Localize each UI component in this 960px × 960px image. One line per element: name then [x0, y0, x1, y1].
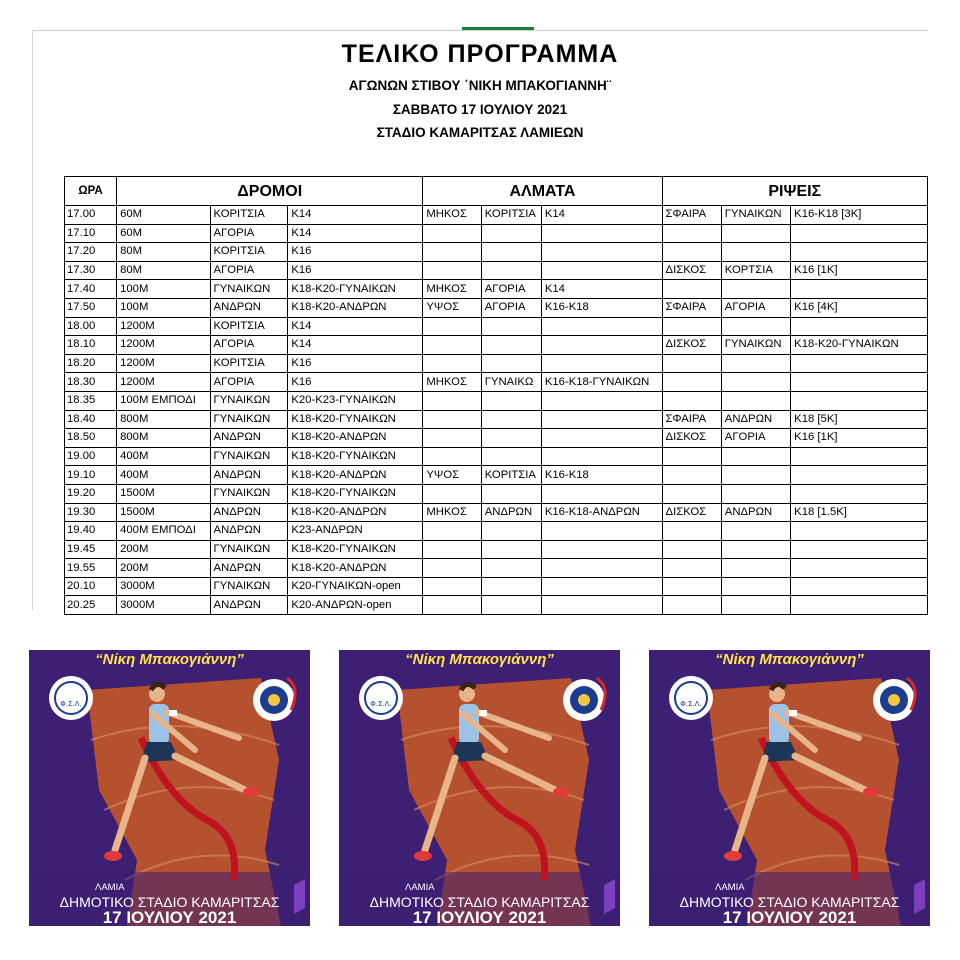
poster-artwork: [649, 650, 930, 926]
cell-throw-category: ΚΟΡΤΣΙΑ: [721, 261, 790, 280]
cell-track-class: K18-K20-ΓΥΝΑΙΚΩΝ: [288, 484, 423, 503]
cell-jump-category: ΚΟΡΙΤΣΙΑ: [481, 206, 541, 225]
cell-jump-event: [423, 484, 481, 503]
document-title: ΤΕΛΙΚΟ ΠΡΟΓΡΑΜΜΑ: [341, 40, 619, 68]
cell-track-category: ΚΟΡΙΤΣΙΑ: [210, 206, 288, 225]
cell-jump-event: [423, 354, 481, 373]
cell-time: 17.30: [65, 261, 117, 280]
cell-jump-event: [423, 391, 481, 410]
cell-throw-class: [791, 373, 928, 392]
cell-track-class: K20-ΑΝΔΡΩΝ-open: [288, 596, 423, 615]
cell-throw-event: [662, 447, 721, 466]
cell-time: 18.30: [65, 373, 117, 392]
cell-jump-event: ΥΨΟΣ: [423, 466, 481, 485]
cell-throw-category: [721, 540, 790, 559]
cell-throw-category: [721, 243, 790, 262]
poster-city: ΛΑΜΙΑ: [715, 882, 745, 893]
cell-throw-category: [721, 577, 790, 596]
cell-throw-event: [662, 243, 721, 262]
cell-jump-category: [481, 540, 541, 559]
cell-track-distance: 60M: [117, 206, 210, 225]
sun-emblem-core: [268, 694, 280, 706]
cell-time: 20.25: [65, 596, 117, 615]
athlete-shoe-front: [553, 787, 569, 797]
cell-jump-category: ΚΟΡΙΤΣΙΑ: [481, 466, 541, 485]
cell-time: 19.00: [65, 447, 117, 466]
club-logo-left-text: Φ.Σ.Λ.: [680, 700, 702, 708]
sheet-top-border: [32, 30, 928, 31]
table-row: [65, 391, 928, 410]
cell-track-category: ΑΓΟΡΙΑ: [210, 336, 288, 355]
cell-jump-event: [423, 596, 481, 615]
cell-throw-class: K18 [5K]: [791, 410, 928, 429]
cell-jump-category: [481, 522, 541, 541]
cell-jump-class: K16-K18: [541, 466, 662, 485]
cell-jump-event: [423, 577, 481, 596]
cell-track-class: K18-K20-ΑΝΔΡΩΝ: [288, 298, 423, 317]
cell-track-distance: 100M: [117, 298, 210, 317]
document-subtitle-event: ΑΓΩΝΩΝ ΣΤΙΒΟΥ ΄ΝΙΚΗ ΜΠΑΚΟΓΙΑΝΝΗ¨: [348, 78, 612, 93]
event-poster-2[interactable]: [339, 650, 620, 926]
cell-jump-category: [481, 596, 541, 615]
cell-jump-category: [481, 317, 541, 336]
cell-jump-event: [423, 261, 481, 280]
cell-jump-category: [481, 336, 541, 355]
cell-track-category: ΚΟΡΙΤΣΙΑ: [210, 317, 288, 336]
cell-throw-event: ΣΦΑΙΡΑ: [662, 410, 721, 429]
athlete-armband: [169, 710, 177, 716]
cell-jump-category: [481, 447, 541, 466]
table-row: [65, 484, 928, 503]
cell-jump-class: [541, 447, 662, 466]
table-row: [65, 298, 928, 317]
cell-jump-event: [423, 447, 481, 466]
table-row: [65, 540, 928, 559]
cell-throw-category: ΑΓΟΡΙΑ: [721, 429, 790, 448]
cell-throw-class: K16-K18 [3K]: [791, 206, 928, 225]
cell-throw-category: [721, 354, 790, 373]
cell-throw-category: [721, 280, 790, 299]
cell-track-distance: 1200M: [117, 336, 210, 355]
cell-track-category: ΓΥΝΑΙΚΩΝ: [210, 577, 288, 596]
cell-jump-class: [541, 354, 662, 373]
cell-track-distance: 1200M: [117, 373, 210, 392]
cell-jump-class: K14: [541, 280, 662, 299]
cell-track-distance: 80M: [117, 261, 210, 280]
cell-jump-category: [481, 410, 541, 429]
table-row: [65, 466, 928, 485]
cell-throw-category: [721, 317, 790, 336]
cell-jump-event: [423, 522, 481, 541]
cell-time: 17.40: [65, 280, 117, 299]
cell-track-category: ΑΓΟΡΙΑ: [210, 224, 288, 243]
poster-artwork: [339, 650, 620, 926]
poster-date: 17 ΙΟΥΛΙΟΥ 2021: [722, 908, 857, 926]
cell-throw-class: [791, 522, 928, 541]
cell-track-category: ΚΟΡΙΤΣΙΑ: [210, 354, 288, 373]
table-row: [65, 243, 928, 262]
cell-throw-category: [721, 596, 790, 615]
cell-time: 17.00: [65, 206, 117, 225]
table-row: [65, 596, 928, 615]
cell-track-class: K16: [288, 373, 423, 392]
document-subtitle-date: ΣΑΒΒΑΤΟ 17 ΙΟΥΛΙΟΥ 2021: [392, 102, 568, 117]
cell-time: 18.40: [65, 410, 117, 429]
cell-track-category: ΑΝΔΡΩΝ: [210, 522, 288, 541]
athlete-armband: [479, 710, 487, 716]
poster-artwork: [29, 650, 310, 926]
cell-time: 19.45: [65, 540, 117, 559]
cell-jump-event: [423, 336, 481, 355]
cell-track-class: K18-K20-ΑΝΔΡΩΝ: [288, 466, 423, 485]
cell-track-category: ΓΥΝΑΙΚΩΝ: [210, 410, 288, 429]
cell-track-category: ΓΥΝΑΙΚΩΝ: [210, 540, 288, 559]
cell-time: 17.10: [65, 224, 117, 243]
poster-date: 17 ΙΟΥΛΙΟΥ 2021: [412, 908, 547, 926]
cell-track-distance: 1500M: [117, 484, 210, 503]
table-row: [65, 503, 928, 522]
table-row: [65, 429, 928, 448]
table-row: [65, 224, 928, 243]
table-row: [65, 336, 928, 355]
cell-track-class: K14: [288, 336, 423, 355]
schedule-table: [64, 176, 928, 615]
cell-throw-event: [662, 522, 721, 541]
poster-city: ΛΑΜΙΑ: [95, 882, 125, 893]
cell-track-category: ΑΝΔΡΩΝ: [210, 429, 288, 448]
cell-track-distance: 1200M: [117, 354, 210, 373]
cell-track-class: K18-K20-ΓΥΝΑΙΚΩΝ: [288, 280, 423, 299]
sheet-left-border: [32, 30, 33, 610]
cell-jump-category: ΑΝΔΡΩΝ: [481, 503, 541, 522]
cell-track-category: ΑΝΔΡΩΝ: [210, 503, 288, 522]
cell-jump-class: [541, 261, 662, 280]
event-poster-1[interactable]: [29, 650, 310, 926]
cell-throw-event: [662, 391, 721, 410]
cell-throw-event: [662, 466, 721, 485]
cell-throw-class: [791, 224, 928, 243]
cell-jump-event: ΥΨΟΣ: [423, 298, 481, 317]
cell-jump-event: [423, 243, 481, 262]
cell-time: 19.20: [65, 484, 117, 503]
table-row: [65, 559, 928, 578]
cell-throw-category: [721, 484, 790, 503]
cell-throw-category: ΓΥΝΑΙΚΩΝ: [721, 206, 790, 225]
cell-jump-category: ΓΥΝΑΙΚΩ: [481, 373, 541, 392]
cell-track-class: K18-K20-ΑΝΔΡΩΝ: [288, 429, 423, 448]
cell-throw-event: ΔΙΣΚΟΣ: [662, 261, 721, 280]
cell-track-class: K23-ΑΝΔΡΩΝ: [288, 522, 423, 541]
cell-throw-class: [791, 559, 928, 578]
cell-track-class: K16: [288, 354, 423, 373]
cell-throw-class: [791, 466, 928, 485]
cell-jump-class: [541, 410, 662, 429]
poster-venue: ΔΗΜΟΤΙΚΟ ΣΤΑΔΙΟ ΚΑΜΑΡΙΤΣΑΣ: [679, 894, 900, 910]
sun-emblem-core: [578, 694, 590, 706]
cell-throw-category: [721, 224, 790, 243]
poster-title: “Νίκη Μπακογιάννη”: [715, 651, 864, 668]
document-subtitle-venue: ΣΤΑΔΙΟ ΚΑΜΑΡΙΤΣΑΣ ΛΑΜΙΕΩΝ: [376, 125, 584, 140]
cell-time: 18.00: [65, 317, 117, 336]
athlete-armband: [789, 710, 797, 716]
table-row: [65, 261, 928, 280]
cell-track-class: K14: [288, 224, 423, 243]
header-time: ΩΡΑ: [65, 177, 117, 206]
cell-track-class: K16: [288, 243, 423, 262]
club-logo-left-text: Φ.Σ.Λ.: [370, 700, 392, 708]
cell-throw-event: [662, 540, 721, 559]
athlete-shoe-back: [414, 851, 432, 861]
cell-track-class: K18-K20-ΓΥΝΑΙΚΩΝ: [288, 447, 423, 466]
cell-jump-category: ΑΓΟΡΙΑ: [481, 280, 541, 299]
cell-time: 18.20: [65, 354, 117, 373]
cell-track-distance: 80M: [117, 243, 210, 262]
table-row: [65, 577, 928, 596]
cell-throw-class: K16 [4K]: [791, 298, 928, 317]
cell-jump-category: [481, 354, 541, 373]
cell-track-category: ΑΝΔΡΩΝ: [210, 596, 288, 615]
cell-track-category: ΑΝΔΡΩΝ: [210, 298, 288, 317]
cell-time: 18.35: [65, 391, 117, 410]
cell-jump-event: ΜΗΚΟΣ: [423, 206, 481, 225]
cell-track-category: ΓΥΝΑΙΚΩΝ: [210, 447, 288, 466]
cell-jump-event: [423, 410, 481, 429]
cell-jump-class: K14: [541, 206, 662, 225]
cell-throw-event: [662, 317, 721, 336]
cell-track-category: ΑΝΔΡΩΝ: [210, 559, 288, 578]
cell-track-distance: 400M ΕΜΠΟΔΙ: [117, 522, 210, 541]
cell-jump-class: [541, 522, 662, 541]
cell-throw-category: ΓΥΝΑΙΚΩΝ: [721, 336, 790, 355]
cell-jump-class: [541, 484, 662, 503]
cell-track-distance: 1200M: [117, 317, 210, 336]
club-logo-left-text: Φ.Σ.Λ.: [60, 700, 82, 708]
athlete-shoe-back: [104, 851, 122, 861]
cell-throw-category: [721, 391, 790, 410]
cell-track-distance: 3000M: [117, 596, 210, 615]
cell-throw-event: ΣΦΑΙΡΑ: [662, 206, 721, 225]
cell-throw-class: [791, 540, 928, 559]
cell-track-distance: 100M ΕΜΠΟΔΙ: [117, 391, 210, 410]
poster-date: 17 ΙΟΥΛΙΟΥ 2021: [102, 908, 237, 926]
cell-throw-class: [791, 484, 928, 503]
cell-jump-event: ΜΗΚΟΣ: [423, 503, 481, 522]
cell-jump-class: [541, 391, 662, 410]
table-row: [65, 317, 928, 336]
cell-throw-event: [662, 224, 721, 243]
cell-jump-class: K16-K18: [541, 298, 662, 317]
cell-jump-class: [541, 429, 662, 448]
header-throws: ΡΙΨΕΙΣ: [662, 177, 927, 206]
cell-throw-category: ΑΓΟΡΙΑ: [721, 298, 790, 317]
cell-jump-class: [541, 577, 662, 596]
cell-track-class: K20-ΓΥΝΑΙΚΩΝ-open: [288, 577, 423, 596]
cell-throw-category: [721, 447, 790, 466]
cell-throw-category: [721, 373, 790, 392]
cell-jump-category: ΑΓΟΡΙΑ: [481, 298, 541, 317]
cell-jump-event: [423, 429, 481, 448]
cell-jump-class: [541, 559, 662, 578]
cell-jump-event: ΜΗΚΟΣ: [423, 373, 481, 392]
cell-track-category: ΚΟΡΙΤΣΙΑ: [210, 243, 288, 262]
cell-throw-class: [791, 577, 928, 596]
cell-jump-class: K16-K18-ΓΥΝΑΙΚΩΝ: [541, 373, 662, 392]
cell-throw-class: [791, 280, 928, 299]
cell-jump-category: [481, 224, 541, 243]
cell-throw-category: [721, 466, 790, 485]
cell-jump-category: [481, 559, 541, 578]
cell-track-distance: 100M: [117, 280, 210, 299]
cell-track-distance: 1500M: [117, 503, 210, 522]
cell-time: 18.50: [65, 429, 117, 448]
cell-throw-category: [721, 522, 790, 541]
cell-throw-class: K16 [1K]: [791, 429, 928, 448]
table-row: [65, 206, 928, 225]
cell-throw-class: [791, 391, 928, 410]
cell-jump-category: [481, 243, 541, 262]
cell-track-distance: 800M: [117, 429, 210, 448]
cell-time: 20.10: [65, 577, 117, 596]
cell-throw-event: [662, 596, 721, 615]
cell-jump-class: [541, 317, 662, 336]
cell-time: 18.10: [65, 336, 117, 355]
cell-jump-class: [541, 224, 662, 243]
cell-track-distance: 400M: [117, 466, 210, 485]
cell-track-distance: 200M: [117, 559, 210, 578]
cell-track-distance: 200M: [117, 540, 210, 559]
header-jumps: ΑΛΜΑΤΑ: [423, 177, 662, 206]
cell-track-class: K20-K23-ΓΥΝΑΙΚΩΝ: [288, 391, 423, 410]
cell-throw-event: [662, 577, 721, 596]
cell-throw-event: [662, 354, 721, 373]
cell-track-category: ΑΓΟΡΙΑ: [210, 373, 288, 392]
cell-jump-category: [481, 391, 541, 410]
poster-title: “Νίκη Μπακογιάννη”: [95, 651, 244, 668]
poster-venue: ΔΗΜΟΤΙΚΟ ΣΤΑΔΙΟ ΚΑΜΑΡΙΤΣΑΣ: [59, 894, 280, 910]
cell-jump-event: [423, 540, 481, 559]
poster-title: “Νίκη Μπακογιάννη”: [405, 651, 554, 668]
cell-throw-class: K16 [1K]: [791, 261, 928, 280]
cell-throw-class: [791, 317, 928, 336]
cell-throw-class: [791, 243, 928, 262]
athlete-shoe-front: [243, 787, 259, 797]
cell-track-class: K18-K20-ΑΝΔΡΩΝ: [288, 559, 423, 578]
cell-jump-class: [541, 596, 662, 615]
event-poster-3[interactable]: [649, 650, 930, 926]
cell-track-class: K16: [288, 261, 423, 280]
table-row: [65, 373, 928, 392]
cell-track-class: K14: [288, 206, 423, 225]
cell-throw-event: [662, 559, 721, 578]
cell-time: 19.30: [65, 503, 117, 522]
cell-throw-event: [662, 484, 721, 503]
poster-venue: ΔΗΜΟΤΙΚΟ ΣΤΑΔΙΟ ΚΑΜΑΡΙΤΣΑΣ: [369, 894, 590, 910]
cell-jump-event: ΜΗΚΟΣ: [423, 280, 481, 299]
cell-jump-class: K16-K18-ΑΝΔΡΩΝ: [541, 503, 662, 522]
cell-throw-event: [662, 280, 721, 299]
table-row: [65, 410, 928, 429]
cell-jump-class: [541, 336, 662, 355]
cell-throw-category: ΑΝΔΡΩΝ: [721, 503, 790, 522]
cell-jump-class: [541, 243, 662, 262]
cell-throw-event: ΔΙΣΚΟΣ: [662, 503, 721, 522]
athlete-shoe-front: [863, 787, 879, 797]
cell-track-category: ΑΓΟΡΙΑ: [210, 261, 288, 280]
cell-throw-class: [791, 354, 928, 373]
cell-jump-event: [423, 559, 481, 578]
cell-track-distance: 800M: [117, 410, 210, 429]
cell-throw-event: ΣΦΑΙΡΑ: [662, 298, 721, 317]
table-header-row: [65, 177, 928, 206]
cell-jump-category: [481, 484, 541, 503]
sun-emblem-core: [888, 694, 900, 706]
cell-track-category: ΓΥΝΑΙΚΩΝ: [210, 484, 288, 503]
cell-throw-category: [721, 559, 790, 578]
cell-jump-class: [541, 540, 662, 559]
table-row: [65, 447, 928, 466]
cell-throw-class: [791, 596, 928, 615]
cell-throw-event: ΔΙΣΚΟΣ: [662, 336, 721, 355]
cell-jump-event: [423, 224, 481, 243]
athlete-shoe-back: [724, 851, 742, 861]
cell-track-class: K18-K20-ΓΥΝΑΙΚΩΝ: [288, 410, 423, 429]
cell-throw-class: K18-K20-ΓΥΝΑΙΚΩΝ: [791, 336, 928, 355]
cell-track-category: ΓΥΝΑΙΚΩΝ: [210, 391, 288, 410]
cell-jump-category: [481, 577, 541, 596]
cell-throw-class: [791, 447, 928, 466]
cell-jump-event: [423, 317, 481, 336]
cell-throw-event: [662, 373, 721, 392]
cell-track-class: K18-K20-ΓΥΝΑΙΚΩΝ: [288, 540, 423, 559]
cell-time: 17.50: [65, 298, 117, 317]
poster-city: ΛΑΜΙΑ: [405, 882, 435, 893]
cell-track-distance: 60M: [117, 224, 210, 243]
header-tracks: ΔΡΟΜΟΙ: [117, 177, 423, 206]
table-row: [65, 280, 928, 299]
cell-jump-category: [481, 261, 541, 280]
schedule-sheet: [32, 30, 928, 610]
cell-track-distance: 400M: [117, 447, 210, 466]
cell-track-category: ΓΥΝΑΙΚΩΝ: [210, 280, 288, 299]
table-row: [65, 354, 928, 373]
cell-time: 19.55: [65, 559, 117, 578]
cell-track-class: K14: [288, 317, 423, 336]
cell-time: 17.20: [65, 243, 117, 262]
cell-track-distance: 3000M: [117, 577, 210, 596]
cell-time: 19.10: [65, 466, 117, 485]
cell-throw-event: ΔΙΣΚΟΣ: [662, 429, 721, 448]
cell-track-category: ΑΝΔΡΩΝ: [210, 466, 288, 485]
cell-jump-category: [481, 429, 541, 448]
active-sheet-indicator: [462, 27, 534, 30]
cell-track-class: K18-K20-ΑΝΔΡΩΝ: [288, 503, 423, 522]
cell-time: 19.40: [65, 522, 117, 541]
cell-throw-class: K18 [1.5K]: [791, 503, 928, 522]
cell-throw-category: ΑΝΔΡΩΝ: [721, 410, 790, 429]
table-row: [65, 522, 928, 541]
